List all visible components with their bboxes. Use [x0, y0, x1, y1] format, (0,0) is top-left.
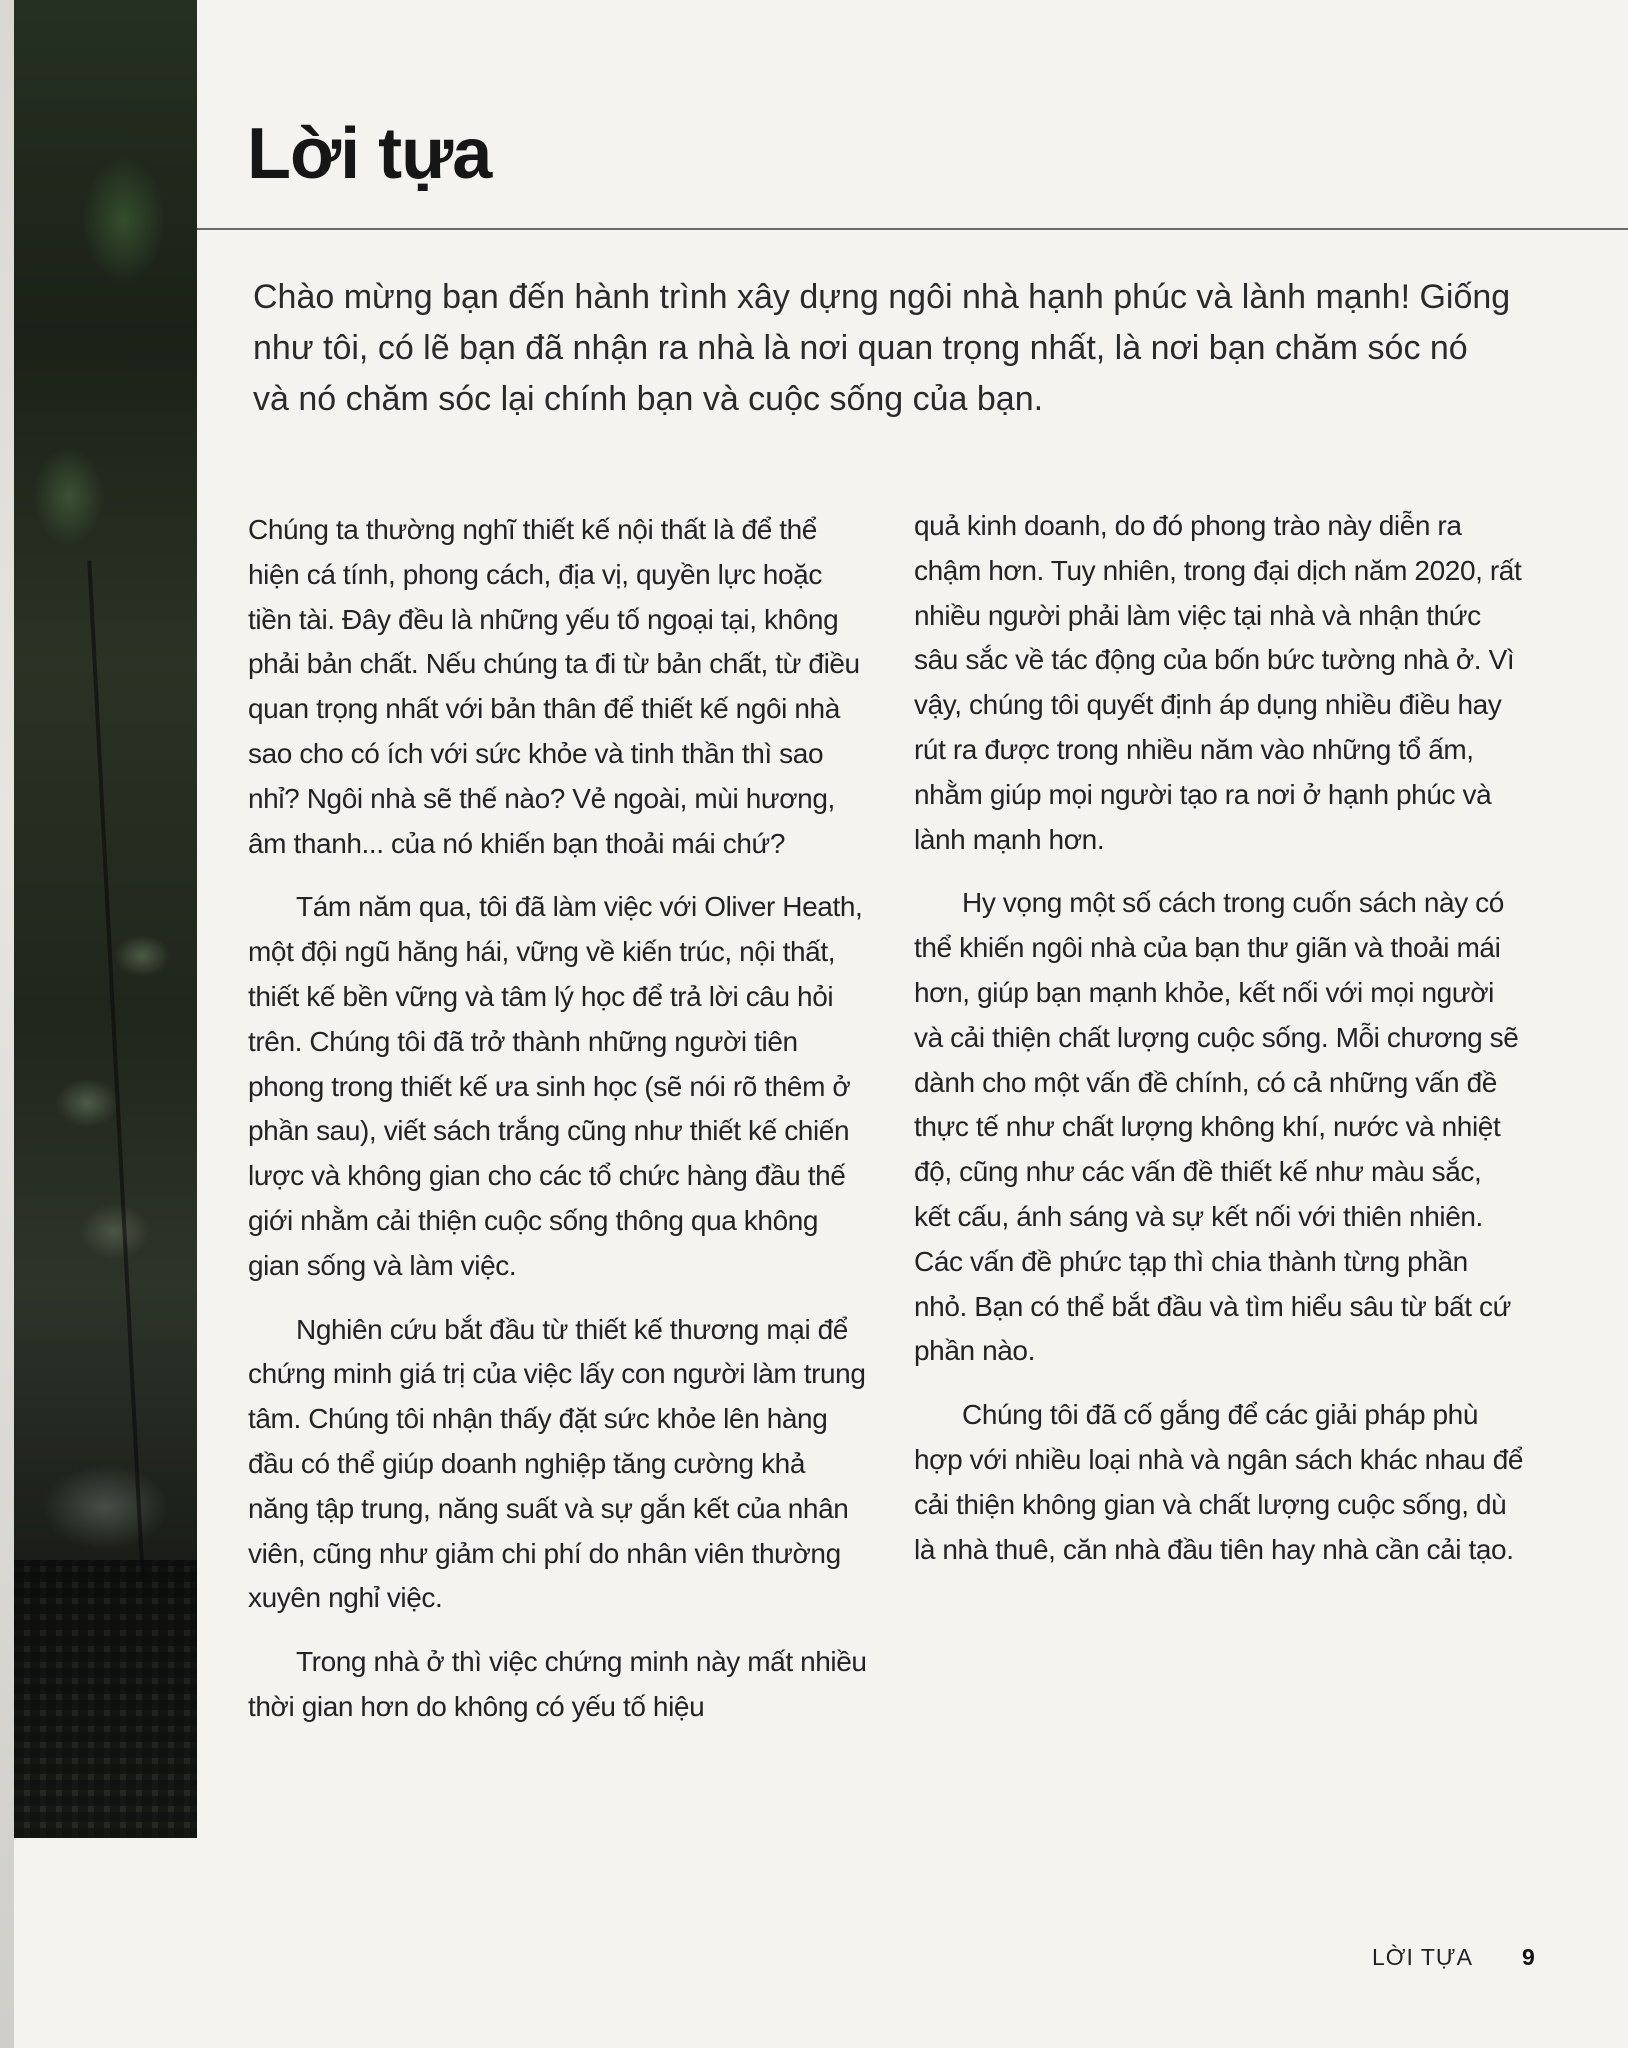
body-paragraph: quả kinh doanh, do đó phong trào này diễn ra chậm hơn. Tuy nhiên, trong đại dịch năm 2020, rất nhiều người phải làm việc tại nhà và nhận thức sâu sắc về tác động của bốn bức tường nhà ở. Vì vậy, chúng tôi quyết định áp dụng nhiều điều hay rút ra được trong nhiều năm vào những tổ ấm, nhằm giúp mọi người tạo ra nơi ở hạnh phúc và lành mạnh hơn.: [914, 510, 1522, 855]
decorative-photo-strip: [14, 0, 197, 1838]
intro-paragraph: Chào mừng bạn đến hành trình xây dựng ngôi nhà hạnh phúc và lành mạnh! Giống như tôi, có lẽ bạn đã nhận ra nhà là nơi quan trọng nhất, là nơi bạn chăm sóc nó và nó chăm sóc lại chính bạn và cuộc sống của bạn.: [253, 278, 1511, 418]
left-column: [248, 508, 868, 1749]
body-paragraph: Nghiên cứu bắt đầu từ thiết kế thương mại để chứng minh giá trị của việc lấy con người làm trung tâm. Chúng tôi nhận thấy đặt sức khỏe lên hàng đầu có thể giúp doanh nghiệp tăng cường khả năng tập trung, năng suất và sự gắn kết của nhân viên, cũng như giảm chi phí do nhân viên thường xuyên nghỉ việc.: [248, 1313, 866, 1614]
page-number: 9: [1522, 1944, 1535, 1970]
body-paragraph: Chúng ta thường nghĩ thiết kế nội thất là để thể hiện cá tính, phong cách, địa vị, quyền lực hoặc tiền tài. Đây đều là những yếu tố ngoại tại, không phải bản chất. Nếu chúng ta đi từ bản chất, từ điều quan trọng nhất với bản thân để thiết kế ngôi nhà sao cho có ích với sức khỏe và tinh thần thì sao nhỉ? Ngôi nhà sẽ thế nào? Vẻ ngoài, mùi hương, âm thanh... của nó khiến bạn thoải mái chứ?: [248, 514, 860, 859]
chapter-title: Lời tựa: [247, 114, 492, 194]
right-column: [914, 504, 1524, 1591]
scan-edge: [0, 0, 14, 2048]
body-paragraph: Trong nhà ở thì việc chứng minh này mất nhiều thời gian hơn do không có yếu tố hiệu: [248, 1646, 867, 1722]
body-paragraph: Hy vọng một số cách trong cuốn sách này có thể khiến ngôi nhà của bạn thư giãn và thoải mái hơn, giúp bạn mạnh khỏe, kết nối với mọi người và cải thiện chất lượng cuộc sống. Mỗi chương sẽ dành cho một vấn đề chính, có cả những vấn đề thực tế như chất lượng không khí, nước và nhiệt độ, cũng như các vấn đề thiết kế như màu sắc, kết cấu, ánh sáng và sự kết nối với thiên nhiên. Các vấn đề phức tạp thì chia thành từng phần nhỏ. Bạn có thể bắt đầu và tìm hiểu sâu từ bất cứ phần nào.: [914, 887, 1519, 1367]
body-paragraph: Tám năm qua, tôi đã làm việc với Oliver Heath, một đội ngũ hăng hái, vững về kiến trúc, nội thất, thiết kế bền vững và tâm lý học để trả lời câu hỏi trên. Chúng tôi đã trở thành những người tiên phong trong thiết kế ưa sinh học (sẽ nói rõ thêm ở phần sau), viết sách trắng cũng như thiết kế chiến lược và không gian cho các tổ chức hàng đầu thế giới nhằm cải thiện cuộc sống thông qua không gian sống và làm việc.: [248, 891, 863, 1281]
body-paragraph: Chúng tôi đã cố gắng để các giải pháp phù hợp với nhiều loại nhà và ngân sách khác nhau để cải thiện không gian và chất lượng cuộc sống, dù là nhà thuê, căn nhà đầu tiên hay nhà cần cải tạo.: [914, 1399, 1524, 1565]
title-divider: [197, 228, 1628, 230]
running-head: LỜI TỰA: [1372, 1944, 1473, 1970]
